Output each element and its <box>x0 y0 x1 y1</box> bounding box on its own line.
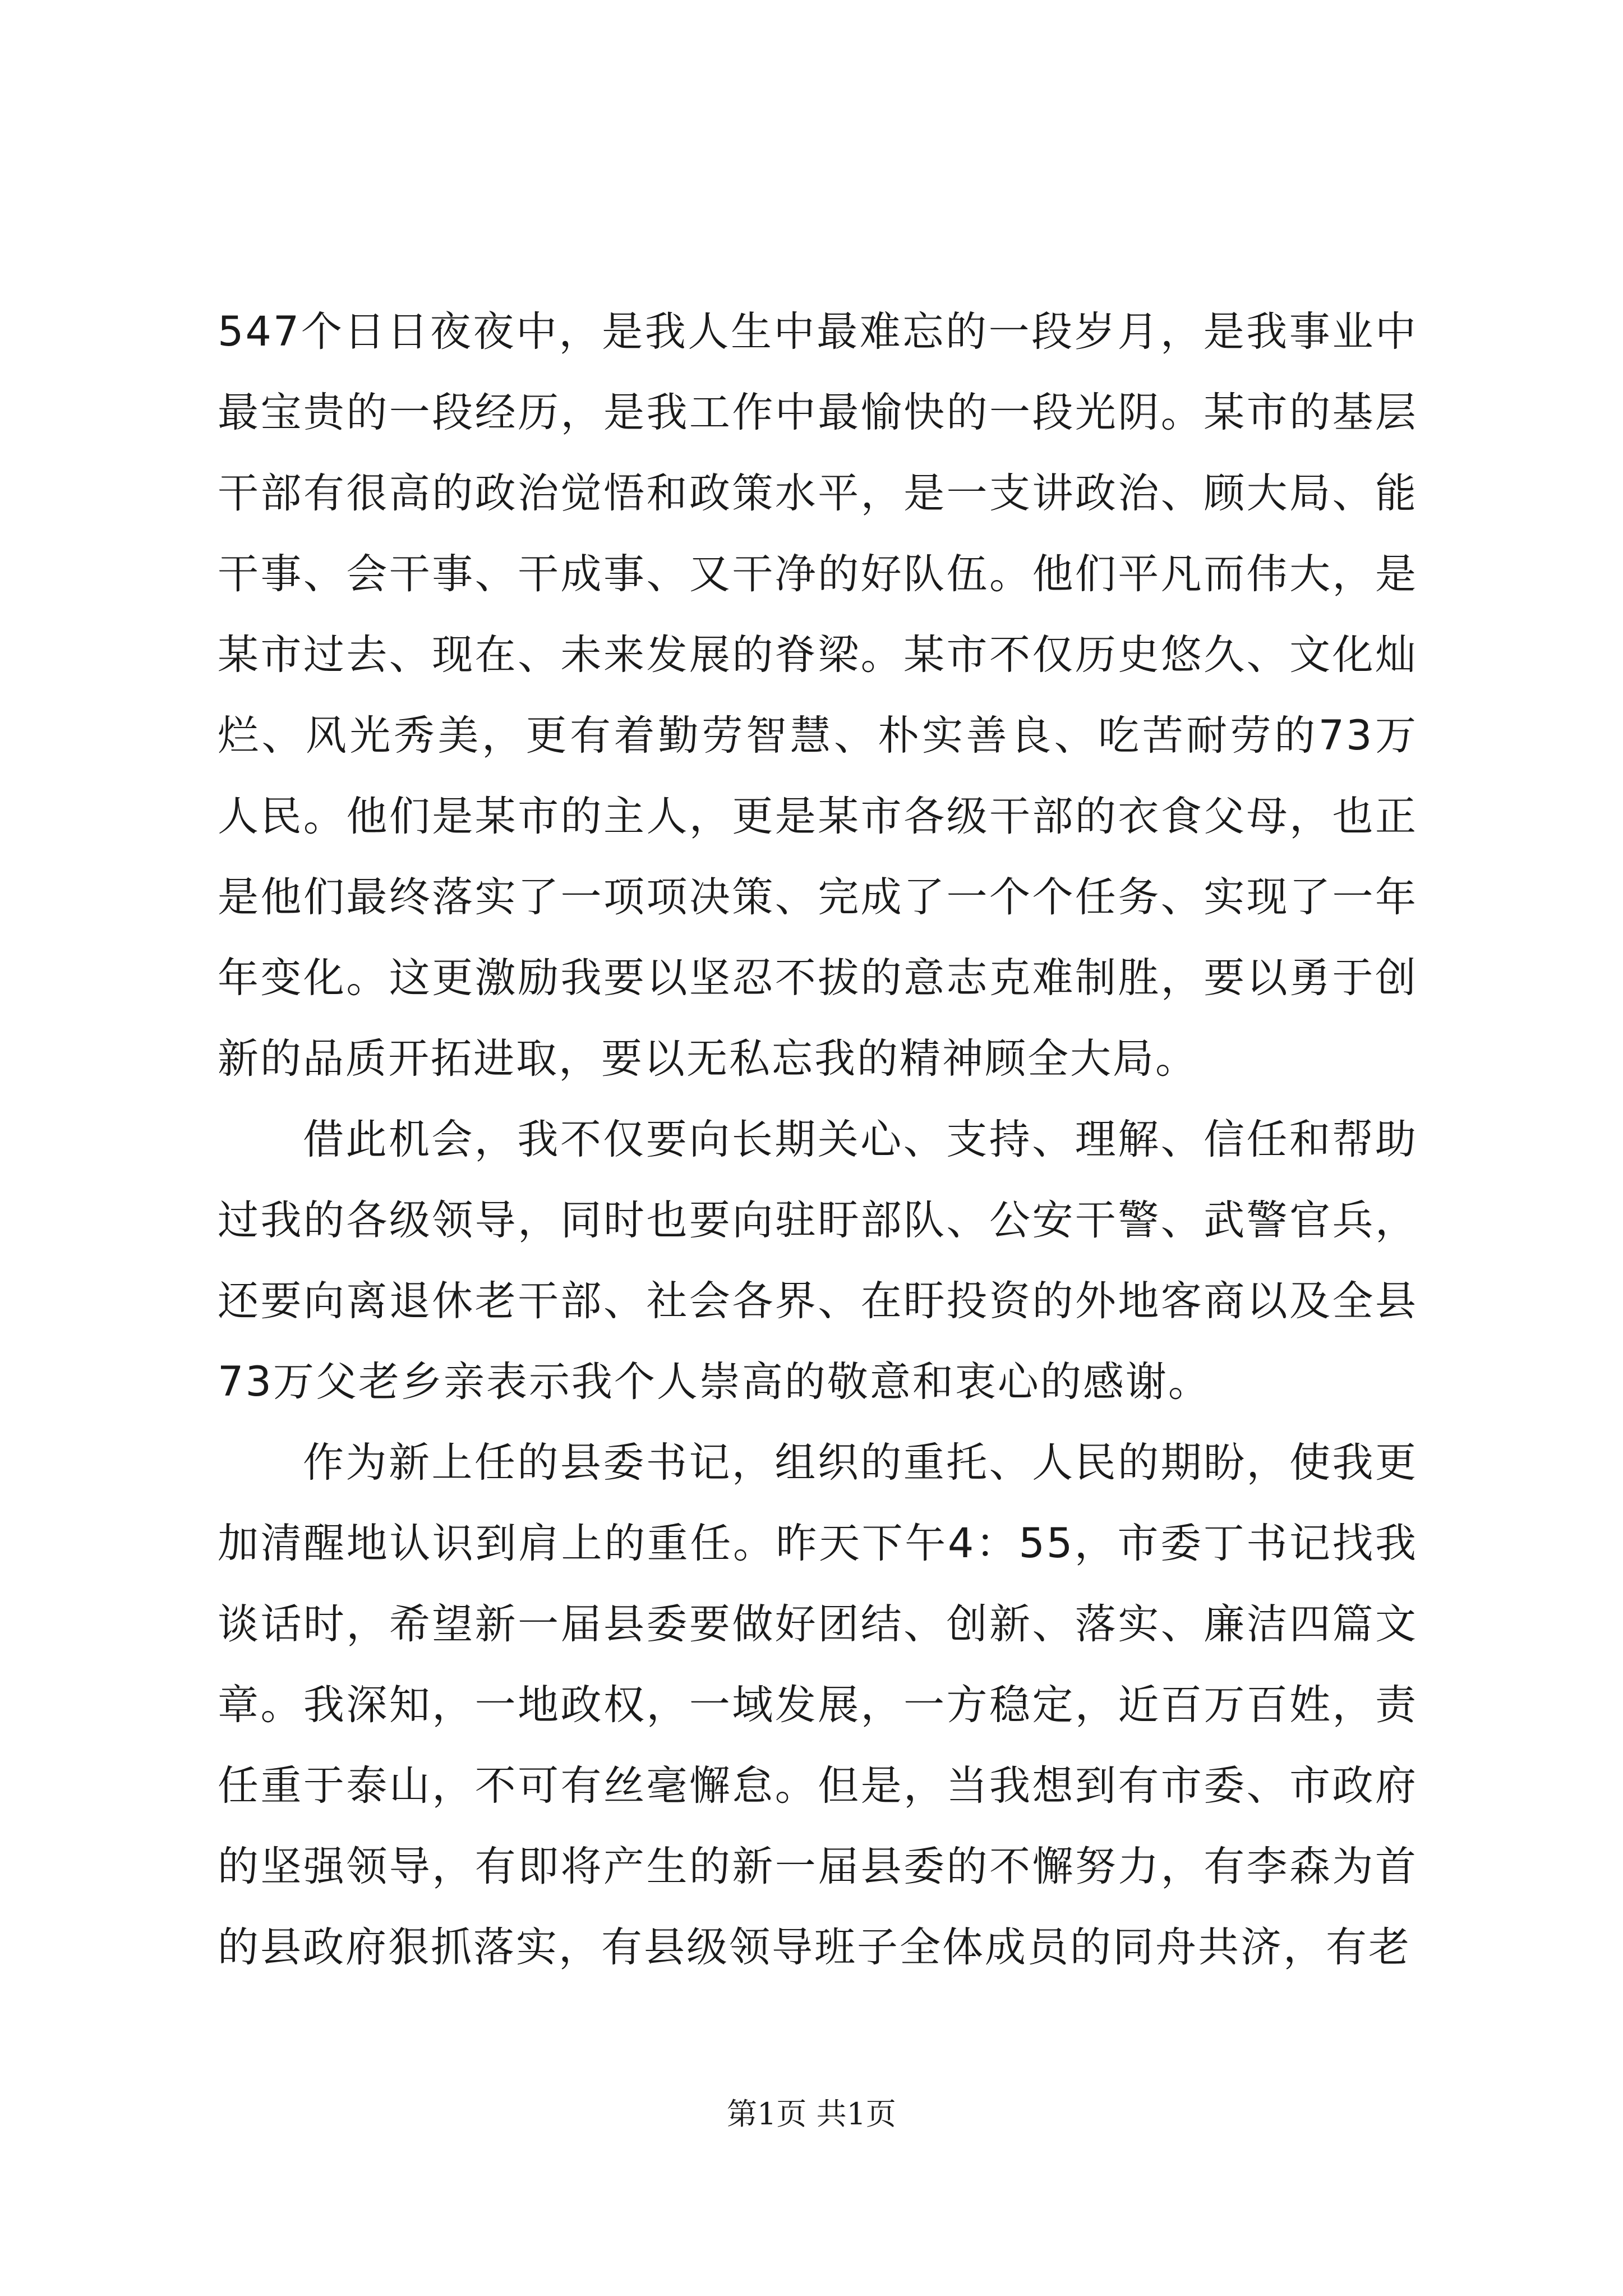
page-footer: 第1页 共1页 <box>727 2096 896 2132</box>
paragraph-1: 547个日日夜夜中，是我人生中最难忘的一段岁月，是我事业中最宝贵的一段经历，是我工作中最愉快的一段光阴。某市的基层干部有很高的政治觉悟和政策水平，是一支讲政治、顾大局、能干事、会干事、干成事、又干净的好队伍。他们平凡而伟大，是某市过去、现在、未来发展的脊梁。某市不仅历史悠久、文化灿烂、风光秀美，更有着勤劳智慧、朴实善良、吃苦耐劳的73万人民。他们是某市的主人，更是某市各级干部的衣食父母，也正是他们最终落实了一项项决策、完成了一个个任务、实现了一年年变化。这更激励我要以坚忍不拔的意志克难制胜，要以勇于创新的品质开拓进取，要以无私忘我的精神顾全大局。 <box>218 308 1418 1083</box>
paragraph-2: 借此机会，我不仅要向长期关心、支持、理解、信任和帮助过我的各级领导，同时也要向驻盱部队、公安干警、武警官兵，还要向离退休老干部、社会各界、在盱投资的外地客商以及全县73万父老乡亲表示我个人崇高的敬意和衷心的感谢。 <box>218 1116 1418 1406</box>
document-body <box>218 292 1418 1988</box>
paragraph-3: 作为新上任的县委书记，组织的重托、人民的期盼，使我更加清醒地认识到肩上的重任。昨天下午4：55，市委丁书记找我谈话时，希望新一届县委要做好团结、创新、落实、廉洁四篇文章。我深知，一地政权，一域发展，一方稳定，近百万百姓，责任重于泰山，不可有丝毫懈怠。但是，当我想到有市委、市政府的坚强领导，有即将产生的新一届县委的不懈努力，有李森为首的县政府狠抓落实，有县级领导班子全体成员的同舟共济，有老 <box>218 1439 1418 1971</box>
